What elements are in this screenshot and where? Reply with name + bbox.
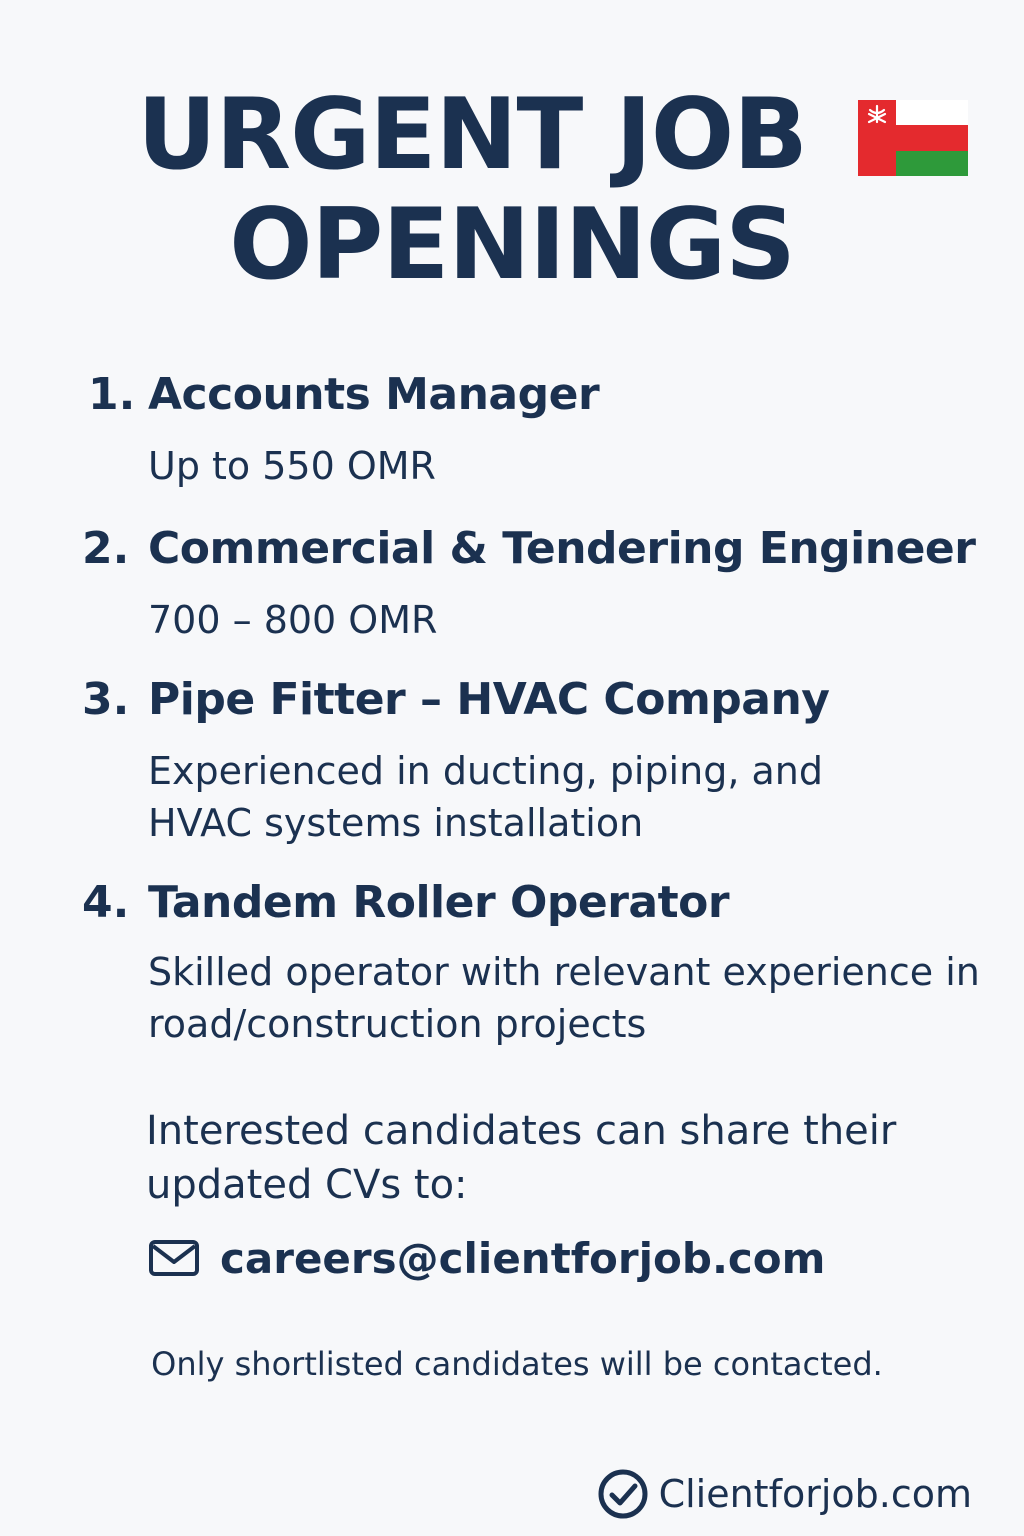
- job-title: Accounts Manager: [148, 369, 600, 420]
- shortlist-note: Only shortlisted candidates will be contacted.: [151, 1345, 883, 1383]
- job-number: 2.: [82, 523, 130, 574]
- job-title: Pipe Fitter – HVAC Company: [148, 674, 830, 725]
- headline-line-2: OPENINGS: [229, 188, 795, 302]
- job-title: Tandem Roller Operator: [148, 877, 730, 928]
- job-description: Up to 550 OMR: [148, 444, 436, 488]
- job-description: 700 – 800 OMR: [148, 598, 438, 642]
- oman-flag-icon: [858, 100, 968, 176]
- job-description: Skilled operator with relevant experience in road/construction projects: [148, 950, 980, 1046]
- brand-logo: [597, 1466, 972, 1522]
- job-number: 3.: [82, 674, 130, 725]
- job-number: 4.: [82, 877, 130, 928]
- headline-line-1: URGENT JOB: [137, 78, 807, 192]
- email-contact[interactable]: [148, 1226, 825, 1290]
- email-link[interactable]: careers@clientforjob.com: [220, 1233, 826, 1283]
- envelope-icon: [148, 1238, 200, 1278]
- job-number: 1.: [88, 369, 136, 420]
- job-title: Commercial & Tendering Engineer: [148, 523, 976, 574]
- check-circle-icon: [597, 1468, 649, 1520]
- brand-name: Clientforjob.com: [658, 1472, 972, 1516]
- job-description: Experienced in ducting, piping, and HVAC systems installation: [148, 749, 823, 845]
- apply-instructions: Interested candidates can share their updated CVs to:: [146, 1108, 897, 1208]
